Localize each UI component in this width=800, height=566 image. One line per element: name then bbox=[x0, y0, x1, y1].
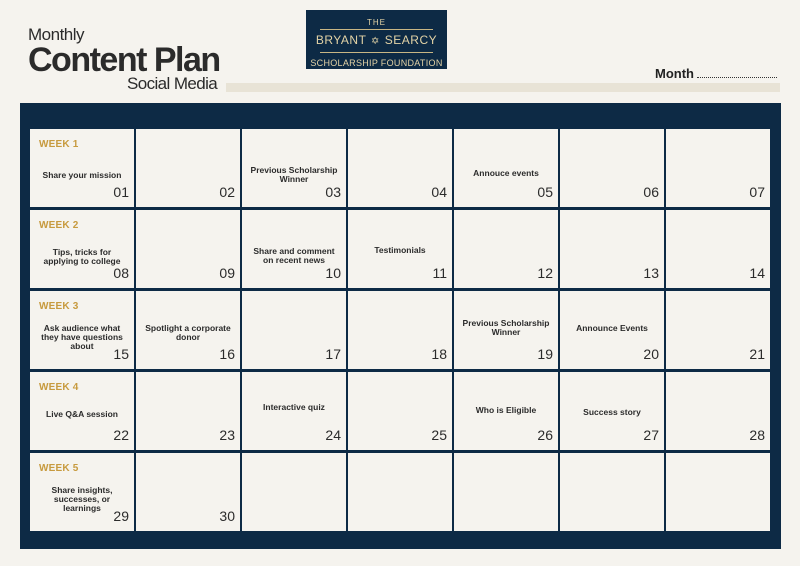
calendar-day-cell bbox=[560, 129, 664, 207]
calendar-day-cell bbox=[136, 453, 240, 531]
day-number: 10 bbox=[325, 265, 341, 281]
day-number: 13 bbox=[643, 265, 659, 281]
day-number: 22 bbox=[113, 427, 129, 443]
month-input-line[interactable] bbox=[697, 67, 777, 78]
calendar-day-cell bbox=[136, 372, 240, 450]
day-task: Share and comment on recent news bbox=[253, 246, 335, 265]
calendar-day-cell bbox=[242, 129, 346, 207]
header-divider-bar bbox=[226, 83, 780, 92]
calendar-day-cell bbox=[30, 372, 134, 450]
day-number: 28 bbox=[749, 427, 765, 443]
calendar-day-cell bbox=[242, 453, 346, 531]
day-number: 24 bbox=[325, 427, 341, 443]
day-number: 01 bbox=[113, 184, 129, 200]
day-number: 17 bbox=[325, 346, 341, 362]
calendar-day-cell bbox=[242, 291, 346, 369]
calendar-day-cell bbox=[136, 129, 240, 207]
logo-line-name bbox=[306, 33, 447, 49]
calendar-day-cell bbox=[560, 453, 664, 531]
logo-name-first: BRYANT bbox=[315, 33, 367, 47]
logo-rule-top bbox=[320, 29, 433, 30]
calendar-day-cell bbox=[30, 210, 134, 288]
calendar-day-cell bbox=[666, 210, 770, 288]
day-task: Ask audience what they have questions about bbox=[41, 323, 123, 351]
logo-rule-bottom bbox=[320, 52, 433, 53]
calendar-day-cell bbox=[560, 291, 664, 369]
day-number: 29 bbox=[113, 508, 129, 524]
day-number: 05 bbox=[537, 184, 553, 200]
week-label: WEEK 3 bbox=[39, 301, 79, 312]
day-task: Interactive quiz bbox=[263, 402, 325, 412]
day-task: Previous Scholarship Winner bbox=[462, 318, 550, 337]
calendar-day-cell bbox=[136, 291, 240, 369]
day-task: Live Q&A session bbox=[46, 409, 118, 419]
day-number: 11 bbox=[432, 265, 447, 281]
month-field bbox=[655, 66, 777, 81]
logo-line-the: THE bbox=[367, 18, 386, 27]
day-number: 09 bbox=[219, 265, 235, 281]
day-number: 27 bbox=[643, 427, 659, 443]
day-task: Who is Eligible bbox=[475, 405, 537, 415]
calendar-day-cell bbox=[242, 210, 346, 288]
calendar-grid bbox=[30, 129, 772, 531]
day-number: 26 bbox=[537, 427, 553, 443]
calendar-day-cell bbox=[348, 210, 452, 288]
calendar-day-cell bbox=[136, 210, 240, 288]
day-number: 07 bbox=[749, 184, 765, 200]
day-number: 25 bbox=[431, 427, 447, 443]
day-number: 19 bbox=[537, 346, 553, 362]
week-label: WEEK 4 bbox=[39, 382, 79, 393]
foundation-logo bbox=[306, 10, 447, 69]
calendar-day-cell bbox=[560, 372, 664, 450]
calendar-day-cell bbox=[666, 291, 770, 369]
day-task: Tips, tricks for applying to college bbox=[43, 247, 121, 266]
calendar-day-cell bbox=[560, 210, 664, 288]
calendar-day-cell bbox=[30, 129, 134, 207]
title-monthly: Monthly bbox=[28, 25, 85, 44]
day-number: 08 bbox=[113, 265, 129, 281]
day-number: 30 bbox=[219, 508, 235, 524]
calendar-day-cell bbox=[348, 372, 452, 450]
calendar-day-cell bbox=[666, 453, 770, 531]
day-number: 04 bbox=[431, 184, 447, 200]
week-label: WEEK 5 bbox=[39, 463, 79, 474]
star-icon: ✡ bbox=[371, 36, 380, 47]
calendar-day-cell bbox=[454, 210, 558, 288]
day-task: Share your mission bbox=[42, 170, 122, 180]
calendar-day-cell bbox=[242, 372, 346, 450]
day-number: 06 bbox=[643, 184, 659, 200]
day-number: 23 bbox=[219, 427, 235, 443]
calendar-day-cell bbox=[454, 291, 558, 369]
day-number: 20 bbox=[643, 346, 659, 362]
day-number: 03 bbox=[325, 184, 341, 200]
day-number: 16 bbox=[219, 346, 235, 362]
day-task: Success story bbox=[583, 407, 641, 417]
day-task: Testimonials bbox=[374, 245, 426, 255]
day-task: Share insights, successes, or learnings bbox=[51, 485, 113, 513]
calendar-day-cell bbox=[30, 291, 134, 369]
day-number: 21 bbox=[749, 346, 765, 362]
title-subtitle: Social Media bbox=[127, 74, 218, 93]
title-block bbox=[28, 25, 220, 93]
day-task: Spotlight a corporate donor bbox=[145, 323, 231, 342]
calendar-day-cell bbox=[454, 453, 558, 531]
calendar-day-cell bbox=[30, 453, 134, 531]
day-number: 02 bbox=[219, 184, 235, 200]
day-task: Annouce events bbox=[473, 168, 539, 178]
calendar-day-cell bbox=[348, 129, 452, 207]
calendar-day-cell bbox=[454, 129, 558, 207]
calendar-day-cell bbox=[348, 453, 452, 531]
logo-line-foundation: SCHOLARSHIP FOUNDATION bbox=[310, 58, 443, 68]
day-task: Previous Scholarship Winner bbox=[250, 165, 338, 184]
month-label: Month bbox=[655, 66, 694, 81]
calendar-day-cell bbox=[454, 372, 558, 450]
day-number: 18 bbox=[431, 346, 447, 362]
logo-name-last: SEARCY bbox=[384, 33, 438, 47]
calendar-day-cell bbox=[666, 129, 770, 207]
calendar-day-cell bbox=[348, 291, 452, 369]
calendar-day-cell bbox=[666, 372, 770, 450]
day-number: 12 bbox=[537, 265, 553, 281]
day-number: 14 bbox=[749, 265, 765, 281]
week-label: WEEK 1 bbox=[39, 139, 79, 150]
page-title: Content Plan bbox=[28, 41, 220, 79]
day-task: Announce Events bbox=[576, 323, 648, 333]
day-number: 15 bbox=[113, 346, 129, 362]
week-label: WEEK 2 bbox=[39, 220, 79, 231]
